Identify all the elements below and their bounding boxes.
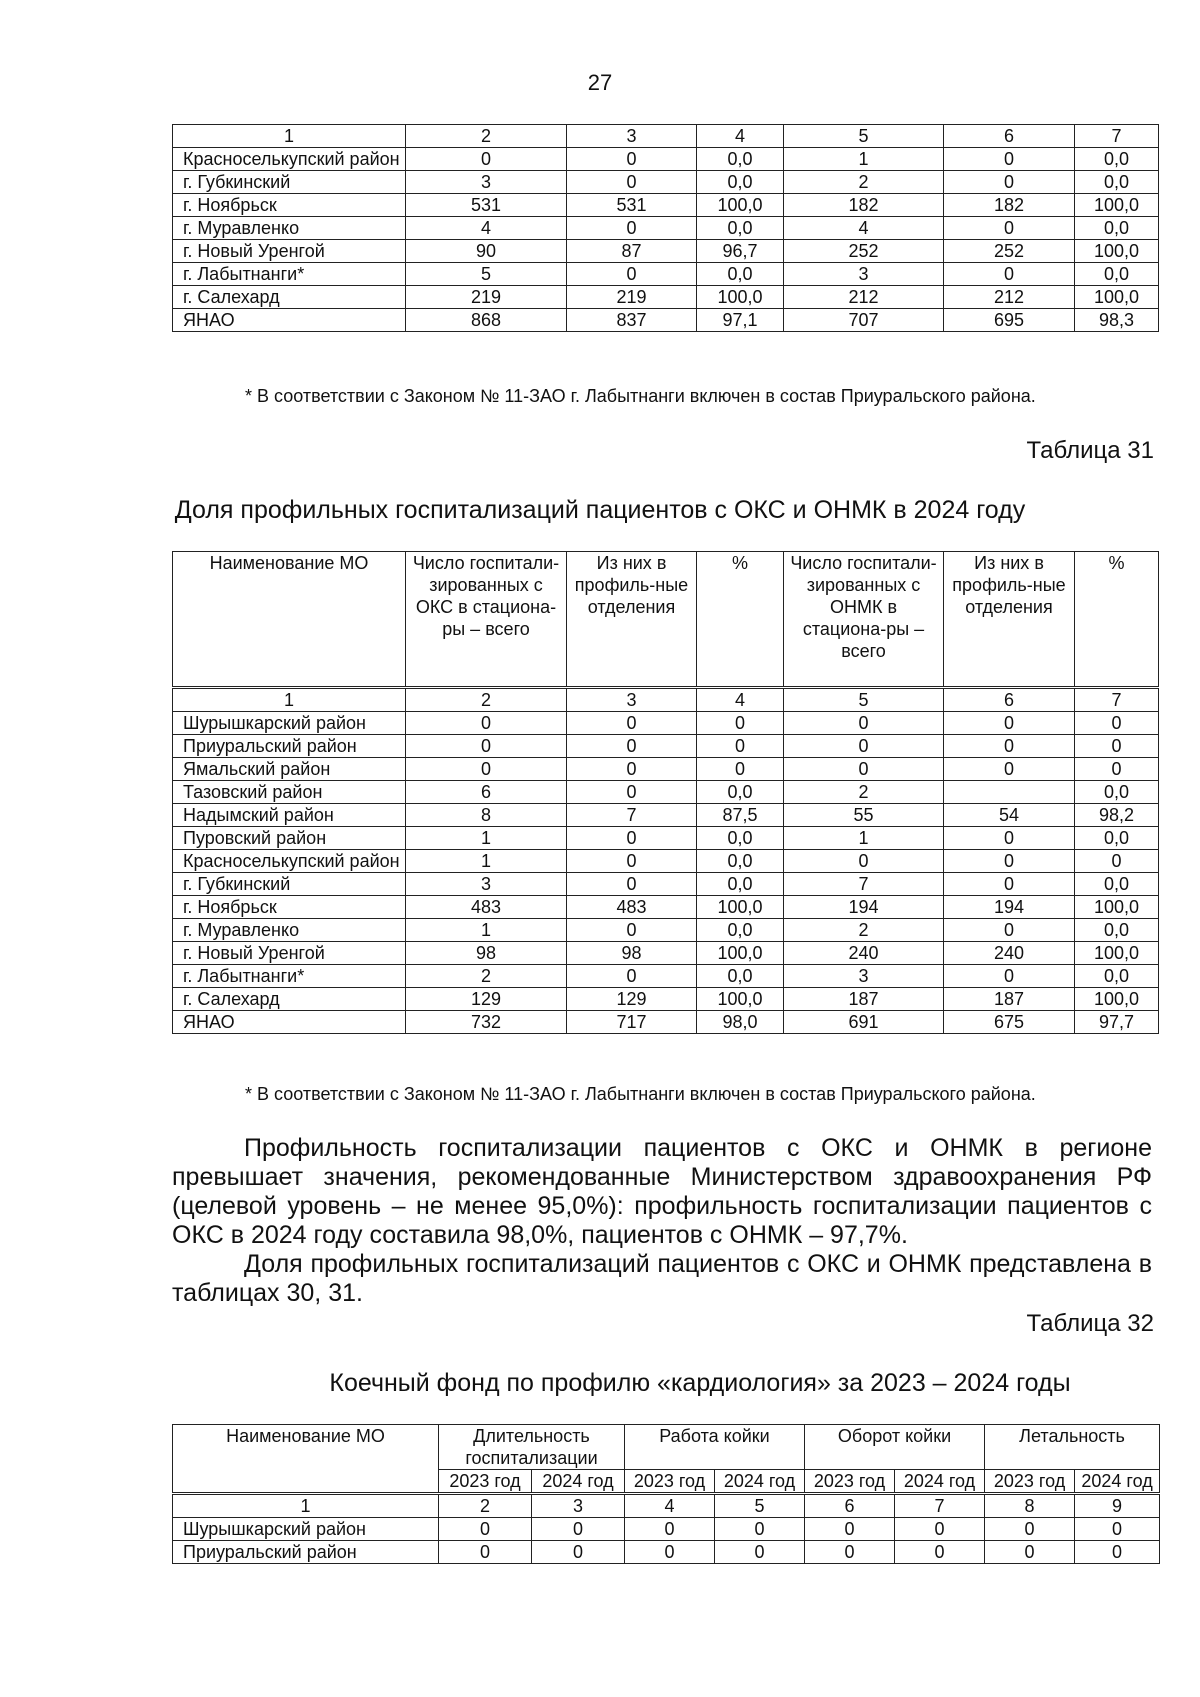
- table-cell: 7: [784, 873, 944, 896]
- table-cell: 0: [567, 148, 697, 171]
- table-cell: 0: [1075, 850, 1159, 873]
- table-cell: 0: [985, 1518, 1075, 1541]
- table-cell: 0: [567, 217, 697, 240]
- table-cell: 0: [406, 758, 567, 781]
- page-number: 27: [587, 70, 613, 95]
- table-cell: 100,0: [1075, 194, 1159, 217]
- table-cell: 212: [784, 286, 944, 309]
- table-cell: 837: [567, 309, 697, 332]
- table-cell: 531: [567, 194, 697, 217]
- table-cell: 3: [406, 873, 567, 896]
- table-cell: 129: [406, 988, 567, 1011]
- table-cell: 0,0: [1075, 873, 1159, 896]
- column-header: Длительность госпитализации: [439, 1425, 625, 1470]
- table-cell: 0,0: [1075, 919, 1159, 942]
- table-cell: 0: [697, 712, 784, 735]
- table-row: [173, 896, 1159, 919]
- table-cell: 0,0: [697, 919, 784, 942]
- table-cell: 3: [406, 171, 567, 194]
- row-name-cell: Ямальский район: [173, 758, 406, 781]
- table-cell: 0: [944, 735, 1075, 758]
- year-header: 2023 год: [439, 1470, 532, 1494]
- table-cell: 3: [784, 965, 944, 988]
- table-row: [173, 942, 1159, 965]
- table-cell: 0,0: [697, 171, 784, 194]
- table-cell: 0: [406, 148, 567, 171]
- table-cell: 100,0: [697, 988, 784, 1011]
- column-number: 4: [625, 1494, 715, 1518]
- table-cell: 0: [1075, 712, 1159, 735]
- table-cell: 219: [406, 286, 567, 309]
- table-cell: 691: [784, 1011, 944, 1034]
- table-cell: 695: [944, 309, 1075, 332]
- table-cell: 0: [567, 781, 697, 804]
- column-number: 2: [439, 1494, 532, 1518]
- row-name-cell: ЯНАО: [173, 1011, 406, 1034]
- table-cell: 0: [784, 712, 944, 735]
- table-cell: 240: [944, 942, 1075, 965]
- column-number: 4: [697, 688, 784, 712]
- table-cell: 0: [805, 1541, 895, 1564]
- table-row: [173, 309, 1159, 332]
- column-header: Наименование МО: [173, 1425, 439, 1494]
- body-text: [172, 1134, 1152, 1308]
- table-cell: 2: [406, 965, 567, 988]
- column-header: Оборот койки: [805, 1425, 985, 1470]
- table-cell: 0: [567, 919, 697, 942]
- paragraph: Профильность госпитализации пациентов с ОКС и ОНМК в регионе превышает значения, рекомендованные Министерством здравоохранения РФ (целевой уровень – не менее 95,0%): профильность госпитализации пациентов с ОКС в 2024 году составила 98,0%, пациентов с ОНМК – 97,7%.: [172, 1134, 1152, 1249]
- table-cell: 0: [567, 171, 697, 194]
- table-row: [173, 148, 1159, 171]
- table-30-continuation: [172, 124, 1159, 332]
- row-name-cell: г. Лабытнанги*: [173, 263, 406, 286]
- table-cell: 100,0: [1075, 896, 1159, 919]
- paragraph: Доля профильных госпитализаций пациентов с ОКС и ОНМК представлена в таблицах 30, 31.: [172, 1250, 1152, 1307]
- table-cell: 2: [784, 171, 944, 194]
- column-number: 3: [567, 125, 697, 148]
- row-name-cell: Красноселькупский район: [173, 148, 406, 171]
- table-cell: 96,7: [697, 240, 784, 263]
- column-number: 7: [895, 1494, 985, 1518]
- table-title: Доля профильных госпитализаций пациентов с ОКС и ОНМК в 2024 году: [174, 496, 1026, 524]
- table-cell: 0,0: [697, 850, 784, 873]
- table-cell: 194: [944, 896, 1075, 919]
- table-row: [173, 965, 1159, 988]
- table-cell: 0: [944, 965, 1075, 988]
- table-cell: 7: [567, 804, 697, 827]
- table-header-row: [173, 552, 1159, 688]
- table-cell: [944, 781, 1075, 804]
- table-cell: 6: [406, 781, 567, 804]
- row-name-cell: Шурышкарский район: [173, 712, 406, 735]
- table-cell: 55: [784, 804, 944, 827]
- table-cell: 0: [1075, 1541, 1160, 1564]
- table-cell: 0: [944, 171, 1075, 194]
- table-cell: 0: [567, 263, 697, 286]
- column-number: 4: [697, 125, 784, 148]
- row-name-cell: г. Муравленко: [173, 919, 406, 942]
- table-cell: 1: [784, 827, 944, 850]
- table-cell: 0,0: [1075, 263, 1159, 286]
- row-name-cell: г. Салехард: [173, 988, 406, 1011]
- table-cell: 3: [784, 263, 944, 286]
- table-32: [172, 1424, 1160, 1564]
- table-row: [173, 712, 1159, 735]
- table-cell: 97,1: [697, 309, 784, 332]
- table-cell: 252: [784, 240, 944, 263]
- row-name-cell: Пуровский район: [173, 827, 406, 850]
- table-cell: 100,0: [1075, 286, 1159, 309]
- table-cell: 0: [567, 735, 697, 758]
- table-cell: 2: [784, 919, 944, 942]
- row-name-cell: Шурышкарский район: [173, 1518, 439, 1541]
- table-row: [173, 194, 1159, 217]
- table-cell: 0: [944, 217, 1075, 240]
- table-cell: 98: [406, 942, 567, 965]
- table-cell: 675: [944, 1011, 1075, 1034]
- table-cell: 0,0: [697, 148, 784, 171]
- row-name-cell: г. Губкинский: [173, 171, 406, 194]
- table-cell: 100,0: [697, 194, 784, 217]
- table-cell: 0: [1075, 735, 1159, 758]
- table-body: [173, 148, 1159, 332]
- table-cell: 531: [406, 194, 567, 217]
- footnote: * В соответствии с Законом № 11-ЗАО г. Лабытнанги включен в состав Приуральского района.: [245, 1084, 1036, 1104]
- table-cell: 0: [567, 873, 697, 896]
- column-header: Из них в профиль-ные отделения: [944, 552, 1075, 688]
- table-cell: 0: [944, 919, 1075, 942]
- table-cell: 0: [895, 1518, 985, 1541]
- table-row: [173, 263, 1159, 286]
- table-cell: 0: [567, 827, 697, 850]
- table-cell: 182: [944, 194, 1075, 217]
- footnote: * В соответствии с Законом № 11-ЗАО г. Лабытнанги включен в состав Приуральского района.: [245, 386, 1036, 406]
- table-cell: 0: [532, 1541, 625, 1564]
- column-number: 9: [1075, 1494, 1160, 1518]
- table-cell: 0: [805, 1518, 895, 1541]
- table-row: [173, 850, 1159, 873]
- table-cell: 0: [895, 1541, 985, 1564]
- table-row: [173, 240, 1159, 263]
- table-cell: 0: [406, 735, 567, 758]
- row-name-cell: Приуральский район: [173, 1541, 439, 1564]
- table-cell: 100,0: [697, 286, 784, 309]
- column-header: Из них в профиль-ные отделения: [567, 552, 697, 688]
- table-row: [173, 919, 1159, 942]
- table-cell: 0,0: [1075, 148, 1159, 171]
- table-cell: 0: [944, 850, 1075, 873]
- table-cell: 1: [784, 148, 944, 171]
- table-row: [173, 1541, 1160, 1564]
- row-name-cell: Красноселькупский район: [173, 850, 406, 873]
- table-cell: 0: [532, 1518, 625, 1541]
- table-cell: 0: [1075, 1518, 1160, 1541]
- table-header-row: [173, 1425, 1160, 1470]
- table-cell: 100,0: [1075, 988, 1159, 1011]
- row-name-cell: Приуральский район: [173, 735, 406, 758]
- table-row: [173, 873, 1159, 896]
- row-name-cell: г. Новый Уренгой: [173, 942, 406, 965]
- column-number: 1: [173, 125, 406, 148]
- table-cell: 732: [406, 1011, 567, 1034]
- column-header: Работа койки: [625, 1425, 805, 1470]
- table-cell: 1: [406, 850, 567, 873]
- table-cell: 54: [944, 804, 1075, 827]
- row-name-cell: Надымский район: [173, 804, 406, 827]
- year-header: 2024 год: [1075, 1470, 1160, 1494]
- table-cell: 4: [406, 217, 567, 240]
- table-31: [172, 551, 1159, 1034]
- table-cell: 8: [406, 804, 567, 827]
- table-cell: 0: [944, 712, 1075, 735]
- table-cell: 0: [784, 850, 944, 873]
- column-number-row: [173, 688, 1159, 712]
- table-cell: 98,0: [697, 1011, 784, 1034]
- table-cell: 0: [697, 758, 784, 781]
- table-cell: 187: [784, 988, 944, 1011]
- table-row: [173, 1011, 1159, 1034]
- table-cell: 483: [406, 896, 567, 919]
- table-cell: 187: [944, 988, 1075, 1011]
- year-header: 2023 год: [985, 1470, 1075, 1494]
- table-cell: 0,0: [1075, 827, 1159, 850]
- table-cell: 0: [944, 827, 1075, 850]
- table-cell: 240: [784, 942, 944, 965]
- table-cell: 0: [985, 1541, 1075, 1564]
- table-row: [173, 217, 1159, 240]
- row-name-cell: г. Ноябрьск: [173, 896, 406, 919]
- row-name-cell: г. Новый Уренгой: [173, 240, 406, 263]
- table-cell: 98: [567, 942, 697, 965]
- table-body: [173, 1518, 1160, 1564]
- table-cell: 0: [715, 1541, 805, 1564]
- table-cell: 90: [406, 240, 567, 263]
- table-cell: 4: [784, 217, 944, 240]
- table-cell: 0,0: [1075, 965, 1159, 988]
- table-row: [173, 286, 1159, 309]
- table-body: [173, 712, 1159, 1034]
- column-number: 5: [715, 1494, 805, 1518]
- year-header: 2023 год: [625, 1470, 715, 1494]
- column-number: 5: [784, 125, 944, 148]
- table-cell: 0: [567, 758, 697, 781]
- table-row: [173, 781, 1159, 804]
- table-cell: 707: [784, 309, 944, 332]
- table-cell: 100,0: [697, 942, 784, 965]
- table-cell: 0: [567, 965, 697, 988]
- table-cell: 0,0: [697, 217, 784, 240]
- row-name-cell: г. Лабытнанги*: [173, 965, 406, 988]
- table-cell: 0: [715, 1518, 805, 1541]
- table-cell: 98,2: [1075, 804, 1159, 827]
- table-cell: 0: [697, 735, 784, 758]
- table-cell: 0: [625, 1541, 715, 1564]
- table-cell: 2: [784, 781, 944, 804]
- table-row: [173, 804, 1159, 827]
- column-number: 2: [406, 688, 567, 712]
- table-cell: 0,0: [1075, 171, 1159, 194]
- table-cell: 87,5: [697, 804, 784, 827]
- table-cell: 129: [567, 988, 697, 1011]
- table-cell: 0: [944, 263, 1075, 286]
- column-number: 3: [532, 1494, 625, 1518]
- table-header-row: [173, 125, 1159, 148]
- year-header: 2023 год: [805, 1470, 895, 1494]
- table-cell: 219: [567, 286, 697, 309]
- table-label: Таблица 32: [1026, 1310, 1154, 1337]
- table-cell: 0: [784, 735, 944, 758]
- table-cell: 0,0: [697, 263, 784, 286]
- column-header: Число госпитали-зированных с ОКС в стациона-ры – всего: [406, 552, 567, 688]
- table-cell: 212: [944, 286, 1075, 309]
- column-number: 2: [406, 125, 567, 148]
- row-name-cell: г. Ноябрьск: [173, 194, 406, 217]
- column-number: 1: [173, 1494, 439, 1518]
- column-header: Летальность: [985, 1425, 1160, 1470]
- table-cell: 100,0: [697, 896, 784, 919]
- row-name-cell: г. Губкинский: [173, 873, 406, 896]
- table-cell: 0: [567, 850, 697, 873]
- table-cell: 0: [784, 758, 944, 781]
- table-row: [173, 988, 1159, 1011]
- table-cell: 0: [944, 873, 1075, 896]
- table-cell: 100,0: [1075, 942, 1159, 965]
- table-cell: 0: [406, 712, 567, 735]
- row-name-cell: г. Салехард: [173, 286, 406, 309]
- table-cell: 0,0: [697, 965, 784, 988]
- table-cell: 0,0: [697, 781, 784, 804]
- table-cell: 0: [944, 758, 1075, 781]
- table-row: [173, 1518, 1160, 1541]
- column-header: Число госпитали-зированных с ОНМК в стациона-ры – всего: [784, 552, 944, 688]
- column-header: %: [1075, 552, 1159, 688]
- table-cell: 97,7: [1075, 1011, 1159, 1034]
- table-row: [173, 171, 1159, 194]
- table-row: [173, 735, 1159, 758]
- table-cell: 0: [567, 712, 697, 735]
- year-header: 2024 год: [895, 1470, 985, 1494]
- table-cell: 0,0: [697, 827, 784, 850]
- table-row: [173, 827, 1159, 850]
- table-cell: 0: [1075, 758, 1159, 781]
- table-cell: 0: [944, 148, 1075, 171]
- table-title: Коечный фонд по профилю «кардиология» за 2023 – 2024 годы: [329, 1369, 1071, 1397]
- row-name-cell: г. Муравленко: [173, 217, 406, 240]
- table-cell: 717: [567, 1011, 697, 1034]
- column-number: 5: [784, 688, 944, 712]
- row-name-cell: ЯНАО: [173, 309, 406, 332]
- table-cell: 194: [784, 896, 944, 919]
- table-cell: 252: [944, 240, 1075, 263]
- table-cell: 87: [567, 240, 697, 263]
- column-number: 7: [1075, 688, 1159, 712]
- column-header: %: [697, 552, 784, 688]
- table-cell: 0,0: [1075, 217, 1159, 240]
- column-number: 7: [1075, 125, 1159, 148]
- column-number: 6: [944, 688, 1075, 712]
- table-cell: 0: [625, 1518, 715, 1541]
- table-cell: 868: [406, 309, 567, 332]
- year-header: 2024 год: [715, 1470, 805, 1494]
- column-number: 6: [944, 125, 1075, 148]
- column-number: 8: [985, 1494, 1075, 1518]
- column-number: 1: [173, 688, 406, 712]
- table-cell: 0: [439, 1518, 532, 1541]
- table-cell: 1: [406, 919, 567, 942]
- table-label: Таблица 31: [1026, 437, 1154, 464]
- table-cell: 483: [567, 896, 697, 919]
- table-cell: 98,3: [1075, 309, 1159, 332]
- column-number: 3: [567, 688, 697, 712]
- column-number: 6: [805, 1494, 895, 1518]
- table-cell: 1: [406, 827, 567, 850]
- table-cell: 0,0: [1075, 781, 1159, 804]
- column-number-row: [173, 1494, 1160, 1518]
- table-cell: 182: [784, 194, 944, 217]
- column-header: Наименование МО: [173, 552, 406, 688]
- row-name-cell: Тазовский район: [173, 781, 406, 804]
- table-cell: 0,0: [697, 873, 784, 896]
- table-cell: 5: [406, 263, 567, 286]
- year-header: 2024 год: [532, 1470, 625, 1494]
- table-cell: 0: [439, 1541, 532, 1564]
- table-cell: 100,0: [1075, 240, 1159, 263]
- table-row: [173, 758, 1159, 781]
